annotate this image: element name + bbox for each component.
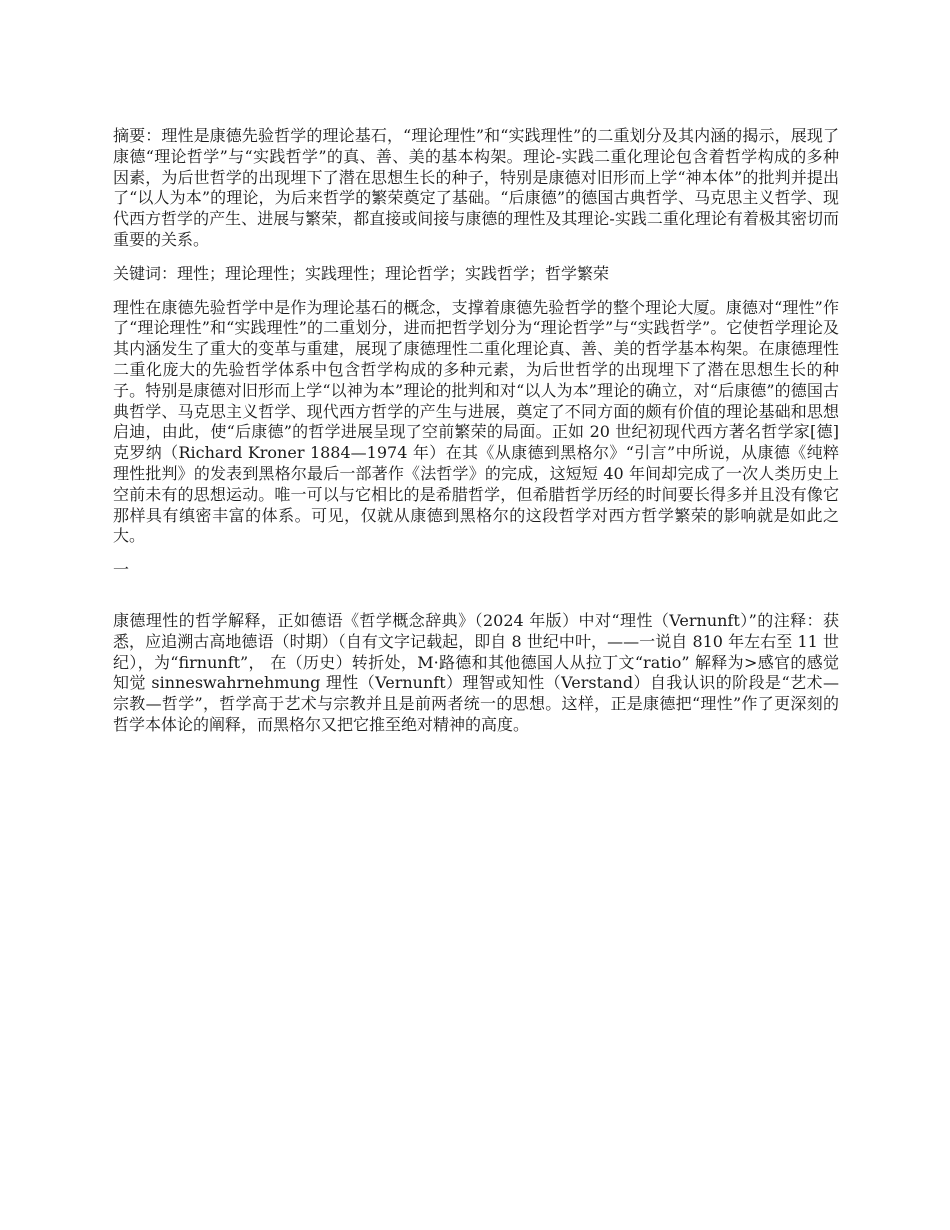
section-paragraph: 康德理性的哲学解释，正如德语《哲学概念辞典》（2024 年版）中对“理性（Vernunft）”的注释：获悉，应追溯古高地德语（时期）（自有文字记载起，即自 8 世纪中叶，——一说自 810 年左右至 11 世纪），为“firnunft”， 在（历史）转折处，M·路德和其他德国人从拉丁文“ratio” 解释为>感官的感觉知觉 sinneswahrnehmung 理性（Vernunft）理智或知性（Verstand）自我认识的阶段是“艺术—宗教—哲学”，哲学高于艺术与宗教并且是前两者统一的思想。这样，正是康德把“理性”作了更深刻的哲学本体论的阐释，而黑格尔又把它推至绝对精神的高度。 [113, 610, 839, 734]
keywords-line: 关键词：理性；理论理性；实践理性；理论哲学；实践哲学；哲学繁荣 [113, 263, 610, 283]
document-page [113, 126, 839, 749]
intro-paragraph: 理性在康德先验哲学中是作为理论基石的概念，支撑着康德先验哲学的整个理论大厦。康德对“理性”作了“理论理性”和“实践理性”的二重划分，进而把哲学划分为“理论哲学”与“实践哲学”。它使哲学理论及其内涵发生了重大的变革与重建，展现了康德理性二重化理论真、善、美的哲学基本构架。在康德理性二重化庞大的先验哲学体系中包含哲学构成的多种元素，为后世哲学的出现埋下了潜在思想生长的种子。特别是康德对旧形而上学“以神为本”理论的批判和对“以人为本”理论的确立，对“后康德”的德国古典哲学、马克思主义哲学、现代西方哲学的产生与进展，奠定了不同方面的颇有价值的理论基础和思想启迪，由此，使“后康德”的哲学进展呈现了空前繁荣的局面。正如 20 世纪初现代西方著名哲学家[德]克罗纳（Richard Kroner 1884—1974 年）在其《从康德到黑格尔》“引言”中所说，从康德《纯粹理性批判》的发表到黑格尔最后一部著作《法哲学》的完成，这短短 40 年间却完成了一次人类历史上空前未有的思想运动。唯一可以与它相比的是希腊哲学，但希腊哲学历经的时间要长得多并且没有像它那样具有缜密丰富的体系。可见，仅就从康德到黑格尔的这段哲学对西方哲学繁荣的影响就是如此之大。 [113, 297, 839, 546]
abstract-paragraph: 摘要：理性是康德先验哲学的理论基石，“理论理性”和“实践理性”的二重划分及其内涵的揭示，展现了康德“理论哲学”与“实践哲学”的真、善、美的基本构架。理论-实践二重化理论包含着哲学构成的多种因素，为后世哲学的出现埋下了潜在思想生长的种子，特别是康德对旧形而上学“神本体”的批判并提出了“以人为本”的理论，为后来哲学的繁荣奠定了基础。“后康德”的德国古典哲学、马克思主义哲学、现代西方哲学的产生、进展与繁荣，都直接或间接与康德的理性及其理论-实践二重化理论有着极其密切而重要的关系。 [113, 126, 839, 249]
section-heading: 一 [113, 560, 130, 580]
